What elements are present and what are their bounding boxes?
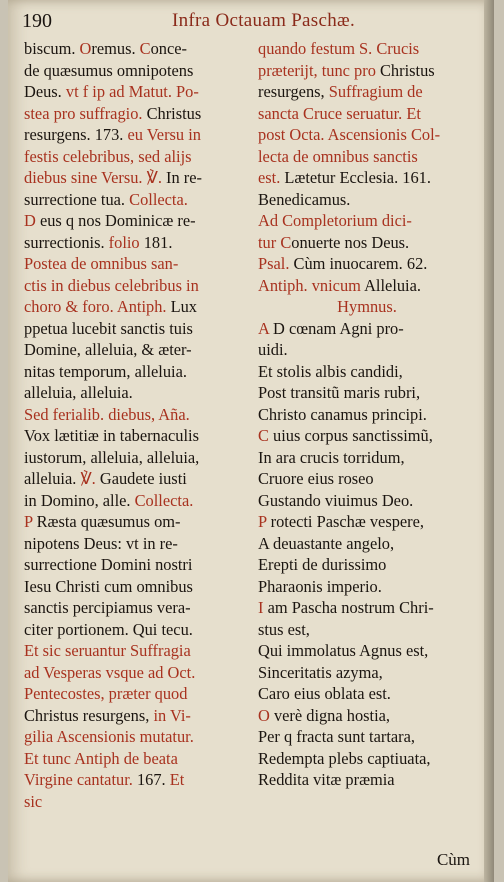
line-text-run: rotecti Paschæ vespere, xyxy=(266,512,424,531)
line-text: surrectionis. xyxy=(24,232,109,252)
right_column-line xyxy=(258,232,476,254)
line-text: alleluia, alleluia. xyxy=(24,383,133,402)
right_column-line xyxy=(258,361,476,383)
line-text: sancta Cruce seruatur. Et xyxy=(258,103,421,123)
right_column-line xyxy=(258,769,476,791)
line-text: alleluia. xyxy=(24,469,81,488)
line-text-run: ℣. xyxy=(80,469,100,488)
line-text: Et tunc Antiph de beata xyxy=(24,748,178,768)
line-text: Reddita vitæ præmia xyxy=(258,770,395,789)
line-text-run: In re- xyxy=(166,168,202,187)
right_column-line xyxy=(258,318,476,340)
line-text: ctis in diebus celebribus in xyxy=(24,275,199,295)
line-text: ppetua lucebit sanctis tuis xyxy=(24,318,193,338)
line-text-run: Christus xyxy=(146,103,202,123)
left_column-line xyxy=(24,748,246,770)
line-text: choro & foro. Antiph. xyxy=(24,297,171,316)
line-text: surrectione tua. xyxy=(24,189,130,209)
line-text: Antiph. vnicum xyxy=(258,275,365,295)
left_column-line xyxy=(24,597,246,619)
left_column-line xyxy=(24,425,246,447)
line-text: Sed ferialib. diebus, Aña. xyxy=(24,404,190,424)
running-head: Infra Octauam Paschæ. xyxy=(172,10,356,31)
line-text: tur xyxy=(258,232,281,252)
line-text-run: C xyxy=(139,39,151,58)
line-text: est. xyxy=(258,168,285,187)
line-text: Per q fracta sunt tartara, xyxy=(258,727,415,746)
line-text: P xyxy=(24,512,33,531)
line-text-run: once- xyxy=(150,39,187,58)
left_column-line xyxy=(24,60,246,82)
line-text-run: folio xyxy=(108,232,140,252)
right_column-line xyxy=(258,296,476,318)
line-text-run: verè digna hostia, xyxy=(269,705,391,725)
line-text: Cruore eius roseo xyxy=(258,469,374,488)
left_column-line xyxy=(24,533,246,555)
right_column-line xyxy=(258,189,476,211)
right_column-line xyxy=(258,60,476,82)
line-text: Christus resurgens, xyxy=(24,705,154,725)
line-text-run: Suffragium de xyxy=(328,82,423,101)
line-text: Caro eius oblata est. xyxy=(258,684,391,703)
left_column-line xyxy=(24,554,246,576)
line-text-run: Cùm inuocarem. 62. xyxy=(293,254,428,273)
left_column-line xyxy=(24,296,246,318)
page-header xyxy=(22,8,474,38)
folio-number: 190 xyxy=(22,10,52,32)
left_column-line xyxy=(24,705,246,727)
right_column-line xyxy=(258,382,476,404)
line-text: stea pro suffragio. xyxy=(24,103,147,123)
line-text: resurgens, xyxy=(258,82,329,101)
line-text: citer portionem. Qui tecu. xyxy=(24,619,193,639)
line-text: ad Vesperas vsque ad Oct. xyxy=(24,662,196,682)
left_column-line xyxy=(24,619,246,641)
line-text-run: 167. xyxy=(136,770,170,789)
catchword: Cùm xyxy=(436,850,470,869)
right_column-line xyxy=(258,103,476,125)
left_column-line xyxy=(24,576,246,598)
right_column-line xyxy=(258,640,476,662)
line-text: Post transitũ maris rubri, xyxy=(258,383,421,402)
right-column xyxy=(258,38,476,791)
line-text: Redempta plebs captiuata, xyxy=(258,748,431,768)
line-text: Ad Completorium dici- xyxy=(258,211,412,230)
line-text: biscum. xyxy=(24,39,80,58)
left_column-line xyxy=(24,275,246,297)
line-text: Benedicamus. xyxy=(258,189,351,209)
right_column-line xyxy=(258,619,476,641)
line-text: Iesu Christi cum omnibus xyxy=(24,576,193,596)
line-text: præterijt, tunc pro xyxy=(258,60,380,80)
left_column-line xyxy=(24,124,246,146)
line-text-run: D cœnam Agni pro- xyxy=(268,318,404,338)
line-text: P xyxy=(258,512,267,531)
right_column-line xyxy=(258,447,476,469)
line-text-run: remus. xyxy=(91,39,140,58)
right_column-line xyxy=(258,167,476,189)
line-text: Psal. xyxy=(258,254,294,273)
line-text: Postea de omnibus san- xyxy=(24,254,179,273)
line-text: Pharaonis imperio. xyxy=(258,576,382,596)
left_column-line xyxy=(24,232,246,254)
line-text: diebus sine Versu. ℣. xyxy=(24,168,167,187)
left_column-line xyxy=(24,726,246,748)
line-text-run: C xyxy=(280,232,292,252)
line-text: festis celebribus, sed alijs xyxy=(24,146,192,166)
line-text-run: vt f ip ad Matut. Po- xyxy=(65,82,199,101)
line-text-run: onuerte nos Deus. xyxy=(291,232,410,252)
right_column-line xyxy=(258,683,476,705)
right_column-line xyxy=(258,253,476,275)
line-text-run: eus q nos Dominicæ re- xyxy=(35,211,196,230)
line-text: post Octa. Ascensionis Col- xyxy=(258,125,441,144)
line-text: Hymnus. xyxy=(337,297,397,316)
right_column-line xyxy=(258,662,476,684)
right_column-line xyxy=(258,597,476,619)
line-text: Virgine cantatur. xyxy=(24,770,137,789)
left_column-line xyxy=(24,447,246,469)
line-text: D xyxy=(24,211,36,230)
line-text: uidi. xyxy=(258,340,288,359)
line-text: lecta de omnibus sanctis xyxy=(258,146,418,166)
right_column-line xyxy=(258,425,476,447)
line-text: Sinceritatis azyma, xyxy=(258,662,383,682)
line-text: C xyxy=(258,426,269,445)
line-text-run: Christus xyxy=(380,60,435,80)
line-text: I xyxy=(258,598,264,617)
right_column-line xyxy=(258,554,476,576)
left_column-line xyxy=(24,146,246,168)
line-text-run: Collecta. xyxy=(129,189,188,209)
line-text: surrectione Domini nostri xyxy=(24,555,193,574)
line-text-run: Collecta. xyxy=(134,490,194,510)
page-edge xyxy=(484,0,494,882)
left_column-line xyxy=(24,662,246,684)
book-page xyxy=(8,0,494,882)
line-text: resurgens. 173. xyxy=(24,125,128,144)
left_column-line xyxy=(24,404,246,426)
line-text: Deus. xyxy=(24,82,66,101)
line-text: in Domino, alle. xyxy=(24,490,135,510)
line-text: sic xyxy=(24,791,43,811)
left_column-line xyxy=(24,189,246,211)
left_column-line xyxy=(24,253,246,275)
line-text-run: Et xyxy=(169,770,185,789)
line-text-run: Gaudete iusti xyxy=(99,469,187,488)
line-text: Christo canamus principi. xyxy=(258,404,427,424)
line-text: A deuastante angelo, xyxy=(258,533,395,553)
line-text-run: O xyxy=(79,39,92,58)
line-text-run: 181. xyxy=(139,232,173,252)
right_column-line xyxy=(258,38,476,60)
left_column-line xyxy=(24,210,246,232)
line-text: sanctis percipiamus vera- xyxy=(24,598,191,617)
line-text: Vox lætitiæ in tabernaculis xyxy=(24,426,199,445)
line-text: O xyxy=(258,705,270,725)
left_column-line xyxy=(24,167,246,189)
line-text: iustorum, alleluia, alleluia, xyxy=(24,447,200,467)
line-text-run: uius corpus sanctissimũ, xyxy=(268,426,433,445)
line-text: Et sic seruantur Suffragia xyxy=(24,641,191,660)
left_column-line xyxy=(24,791,246,813)
left_column-line xyxy=(24,339,246,361)
left_column-line xyxy=(24,769,246,791)
line-text-run: Alleluia. xyxy=(364,275,421,295)
right_column-line xyxy=(258,339,476,361)
left_column-line xyxy=(24,511,246,533)
line-text-run: am Pascha nostrum Chri- xyxy=(263,598,434,617)
right_column-line xyxy=(258,81,476,103)
left-column xyxy=(24,38,246,812)
left_column-line xyxy=(24,468,246,490)
right_column-line xyxy=(258,726,476,748)
line-text: Qui immolatus Agnus est, xyxy=(258,641,429,660)
left_column-line xyxy=(24,490,246,512)
left_column-line xyxy=(24,361,246,383)
right_column-line xyxy=(258,705,476,727)
right_column-line xyxy=(258,210,476,232)
left_column-line xyxy=(24,81,246,103)
right_column-line xyxy=(258,511,476,533)
line-text: Et stolis albis candidi, xyxy=(258,361,403,381)
line-text: stus est, xyxy=(258,619,310,639)
right_column-line xyxy=(258,124,476,146)
line-text: nipotens Deus: vt in re- xyxy=(24,533,178,553)
left_column-line xyxy=(24,640,246,662)
line-text-run: Lætetur Ecclesia. 161. xyxy=(284,168,431,187)
right_column-line xyxy=(258,146,476,168)
right_column-line xyxy=(258,275,476,297)
line-text: nitas temporum, alleluia. xyxy=(24,361,187,381)
line-text: quando festum S. Crucis xyxy=(258,39,420,58)
line-text: Erepti de durissimo xyxy=(258,555,387,574)
line-text-run: in Vi- xyxy=(153,705,191,725)
right_column-line xyxy=(258,576,476,598)
line-text: Gustando viuimus Deo. xyxy=(258,490,414,510)
left_column-line xyxy=(24,38,246,60)
left_column-line xyxy=(24,382,246,404)
left_column-line xyxy=(24,103,246,125)
line-text-run: Ræsta quæsumus om- xyxy=(32,512,181,531)
line-text: de quæsumus omnipotens xyxy=(24,60,194,80)
line-text: A xyxy=(258,318,269,338)
line-text: In ara crucis torridum, xyxy=(258,447,405,467)
right_column-line xyxy=(258,468,476,490)
line-text: Domine, alleluia, & æter- xyxy=(24,340,192,359)
right_column-line xyxy=(258,748,476,770)
left_column-line xyxy=(24,683,246,705)
line-text: Pentecostes, præter quod xyxy=(24,684,188,703)
line-text-run: Lux xyxy=(170,297,197,316)
line-text: gilia Ascensionis mutatur. xyxy=(24,727,194,746)
right_column-line xyxy=(258,490,476,512)
line-text-run: eu Versu in xyxy=(127,125,201,144)
right_column-line xyxy=(258,404,476,426)
right_column-line xyxy=(258,533,476,555)
left_column-line xyxy=(24,318,246,340)
